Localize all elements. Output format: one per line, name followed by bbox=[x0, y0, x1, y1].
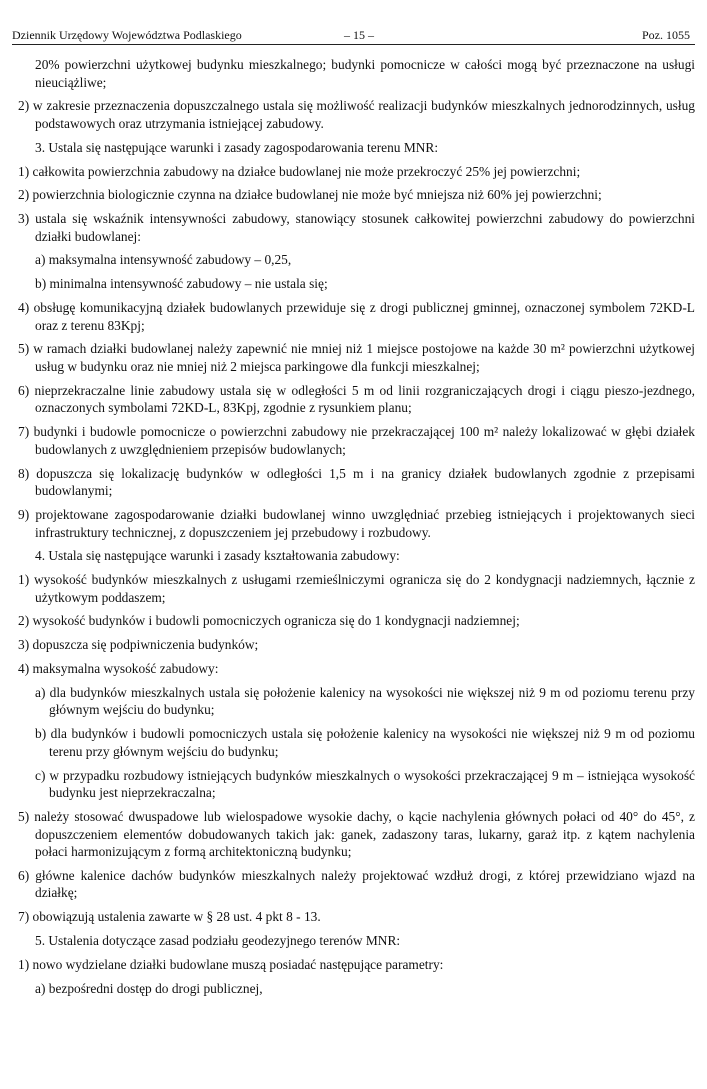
section-heading: 5. Ustalenia dotyczące zasad podziału geodezyjnego terenów MNR: bbox=[35, 933, 401, 949]
journal-title: Dziennik Urzędowy Województwa Podlaskiego bbox=[12, 28, 242, 42]
page-header bbox=[12, 28, 695, 44]
list-item: 6) nieprzekraczalne linie zabudowy ustala się w odległości 5 m od linii rozgraniczających drogi i ciągu pieszo-jezdnego, oznaczonych symbolami 72KD-L, 83Kpj, zgodnie z rysunkiem planu; bbox=[18, 382, 695, 416]
sub-list-item: b) minimalna intensywność zabudowy – nie ustala się; bbox=[35, 276, 328, 292]
list-item: 5) w ramach działki budowlanej należy zapewnić nie mniej niż 1 miejsce postojowe na każde 30 m² powierzchni użytkowej usług w budynku oraz nie mniej niż 2 miejsca parkingowe dla funkcji mieszkalnej; bbox=[18, 341, 695, 374]
sub-list-item: a) bezpośredni dostęp do drogi publicznej, bbox=[35, 980, 263, 996]
list-item: 7) budynki i budowle pomocnicze o powierzchni zabudowy nie przekraczającej 100 m² należy lokalizować w głębi działek budowlanych z uwzględnieniem przepisów budowlanych; bbox=[18, 424, 695, 457]
sub-list-item: c) w przypadku rozbudowy istniejących budynków mieszkalnych o wysokości przekraczającej 9 m – istniejąca wysokość budynku jest nieprzekraczalna; bbox=[35, 767, 695, 801]
document-body bbox=[18, 56, 695, 1003]
list-item: 9) projektowane zagospodarowanie działki budowlanej winno uwzględniać przebieg istniejących i projektowanych sieci infrastruktury technicznej, z dopuszczeniem jej przebudowy i rozbudowy. bbox=[18, 506, 695, 540]
section-heading: 4. Ustala się następujące warunki i zasady kształtowania zabudowy: bbox=[35, 548, 400, 564]
list-item: 3) dopuszcza się podpiwniczenia budynków; bbox=[18, 637, 259, 653]
sub-list-item: a) dla budynków mieszkalnych ustala się położenie kalenicy na wysokości nie większej niż 9 m od poziomu terenu przy głównym wejściu do budynku; bbox=[35, 684, 695, 718]
list-item: 1) nowo wydzielane działki budowlane muszą posiadać następujące parametry: bbox=[18, 956, 444, 972]
list-item: 3) ustala się wskaźnik intensywności zabudowy, stanowiący stosunek całkowitej powierzchni zabudowy do powierzchni działki budowlanej: bbox=[18, 211, 695, 244]
list-item: 2) w zakresie przeznaczenia dopuszczalnego ustala się możliwość realizacji budynków mieszkalnych jednorodzinnych, usług podstawowych oraz utrzymania istniejącej zabudowy. bbox=[18, 98, 695, 131]
list-item: 2) powierzchnia biologicznie czynna na działce budowlanej nie może być mniejsza niż 60% jej powierzchni; bbox=[18, 187, 602, 203]
list-item: 4) obsługę komunikacyjną działek budowlanych przewiduje się z drogi publicznej gminnej, oznaczonej symbolem 72KD-L oraz z terenu 83Kpj; bbox=[18, 300, 695, 333]
list-item: 8) dopuszcza się lokalizację budynków w odległości 1,5 m i na granicy działek budowlanych zgodnie z przepisami budowlanymi; bbox=[18, 465, 695, 499]
sub-list-item: a) maksymalna intensywność zabudowy – 0,25, bbox=[35, 252, 292, 268]
list-item: 6) główne kalenice dachów budynków mieszkalnych należy projektować wzdłuż drogi, z której przewidziano wjazd na działkę; bbox=[18, 867, 695, 901]
paragraph-continuation: 20% powierzchni użytkowej budynku mieszkalnego; budynki pomocnicze w całości mogą być przeznaczone na usługi nieuciążliwe; bbox=[35, 57, 695, 90]
list-item: 5) należy stosować dwuspadowe lub wielospadowe wysokie dachy, o kącie nachylenia głównych połaci od 40° do 45°, z dopuszczeniem elementów dobudowanych takich jak: ganek, zadaszony taras, lukarny, garaż itp. z kątem nachylenia połaci harmonizującym z formą architektoniczną budynku; bbox=[18, 808, 695, 860]
position-number: Poz. 1055 bbox=[642, 28, 690, 42]
list-item: 1) wysokość budynków mieszkalnych z usługami rzemieślniczymi ogranicza się do 2 kondygnacji nadziemnych, łącznie z użytkowym poddaszem; bbox=[18, 572, 695, 605]
header-rule bbox=[12, 44, 695, 45]
section-heading: 3. Ustala się następujące warunki i zasady zagospodarowania terenu MNR: bbox=[35, 139, 439, 155]
list-item: 4) maksymalna wysokość zabudowy: bbox=[18, 661, 219, 676]
list-item: 1) całkowita powierzchnia zabudowy na działce budowlanej nie może przekroczyć 25% jej powierzchni; bbox=[18, 163, 581, 179]
list-item: 7) obowiązują ustalenia zawarte w § 28 ust. 4 pkt 8 - 13. bbox=[18, 909, 321, 925]
page-number: – 15 – bbox=[344, 28, 374, 42]
sub-list-item: b) dla budynków i budowli pomocniczych ustala się położenie kalenicy na wysokości nie większej niż 9 m od poziomu terenu przy głównym wejściu do budynku; bbox=[35, 726, 695, 759]
list-item: 2) wysokość budynków i budowli pomocniczych ogranicza się do 1 kondygnacji nadziemnej; bbox=[18, 613, 520, 629]
